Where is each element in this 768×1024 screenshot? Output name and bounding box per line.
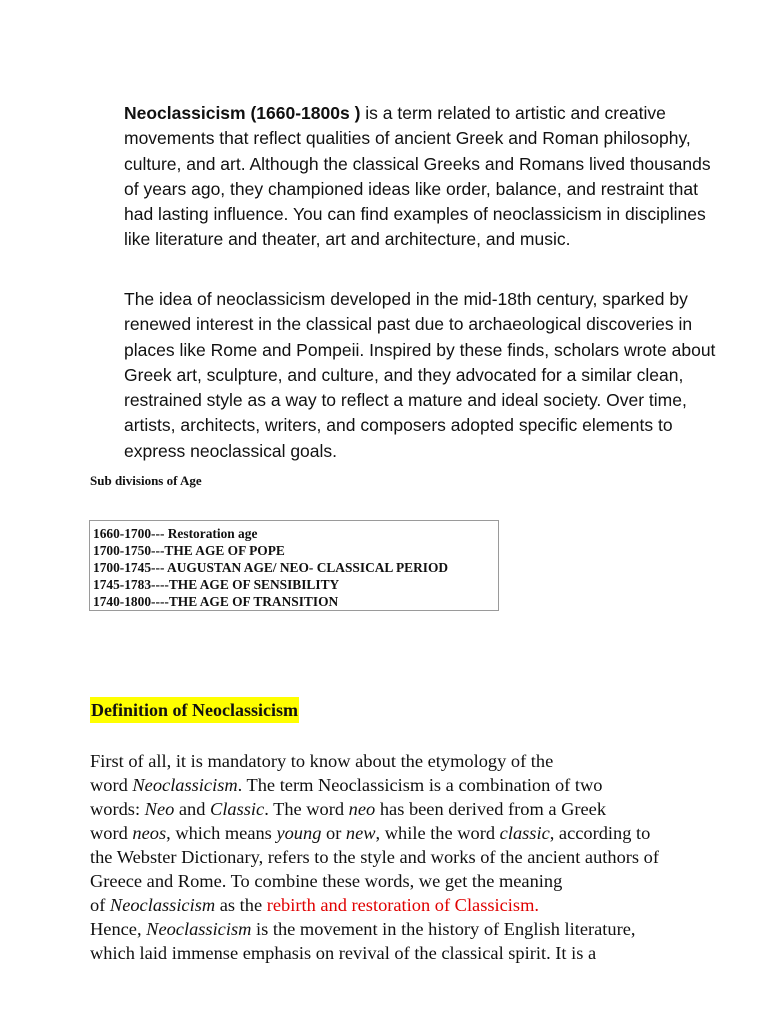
definition-line [90, 917, 730, 941]
intro-paragraph-1 [124, 101, 724, 253]
text-run: words: [90, 799, 145, 819]
age-separator: --- [151, 560, 168, 575]
age-separator: --- [151, 543, 165, 558]
definition-line [90, 797, 730, 821]
text-run: . The word [264, 799, 349, 819]
age-name: THE AGE OF TRANSITION [168, 594, 339, 609]
age-name: AUGUSTAN AGE/ NEO- CLASSICAL PERIOD [167, 560, 449, 575]
text-run: as the [215, 895, 267, 915]
text-run: or [321, 823, 346, 843]
age-row [93, 559, 498, 576]
age-name: THE AGE OF POPE [164, 543, 285, 558]
age-years: 1745-1783 [93, 577, 152, 592]
definition-line: which laid immense emphasis on revival of the classical spirit. It is a [90, 943, 597, 963]
italic-term: Neoclassicism [132, 775, 238, 795]
italic-term: neos [132, 823, 167, 843]
intro-paragraph-2: The idea of neoclassicism developed in the mid-18th century, sparked by renewed interest in the classical past due to archaeological discoveries in places like Rome and Pompeii. Inspired by these finds, scholars wrote about Greek art, sculpture, and culture, and they advocated for a similar clean, restrained style as a way to reflect a mature and ideal society. Over time, artists, architects, writers, and composers adopted specific elements to express neoclassical goals. [124, 289, 716, 461]
age-row [93, 525, 498, 542]
age-years: 1660-1700 [93, 526, 152, 541]
text-run: . The term Neoclassicism is a combination of two [237, 775, 603, 795]
text-run: word [90, 823, 133, 843]
age-years: 1700-1750 [93, 543, 152, 558]
italic-term: neo [348, 799, 376, 819]
definition-heading: Definition of Neoclassicism [90, 697, 299, 723]
age-subdivisions-box [89, 520, 499, 611]
text-run: and [174, 799, 211, 819]
text-run: is the movement in the history of English literature, [251, 919, 636, 939]
age-name: Restoration age [167, 526, 258, 541]
age-name: THE AGE OF SENSIBILITY [168, 577, 340, 592]
definition-line: Greece and Rome. To combine these words, we get the meaning [90, 871, 563, 891]
text-run: Hence, [90, 919, 147, 939]
italic-term: young [276, 823, 322, 843]
age-years: 1700-1745 [93, 560, 152, 575]
age-row [93, 593, 498, 610]
age-years: 1740-1800 [93, 594, 152, 609]
text-run: , according to [549, 823, 651, 843]
age-row [93, 576, 498, 593]
definition-line: the Webster Dictionary, refers to the style and works of the ancient authors of [90, 847, 659, 867]
age-separator: ---- [151, 577, 169, 592]
italic-term: Classic [210, 799, 265, 819]
definition-line [90, 893, 730, 917]
italic-term: classic [499, 823, 550, 843]
text-run: , which means [166, 823, 277, 843]
definition-line [90, 773, 730, 797]
highlighted-phrase: rebirth and restoration of Classicism. [266, 895, 539, 915]
italic-term: Neo [144, 799, 175, 819]
age-separator: ---- [151, 594, 169, 609]
text-run: word [90, 775, 133, 795]
text-run: , while the word [375, 823, 500, 843]
intro-paragraph-1-text: is a term related to artistic and creative movements that reflect qualities of ancient Greek and Roman philosophy, culture, and art. Although the classical Greeks and Romans lived thousands of years ago, they championed ideas like order, balance, and restraint that had lasting influence. You can find examples of neoclassicism in disciplines like literature and theater, art and architecture, and music. [124, 103, 711, 250]
definition-line [90, 821, 730, 845]
definition-line: First of all, it is mandatory to know about the etymology of the [90, 751, 554, 771]
subdivisions-heading: Sub divisions of Age [90, 473, 202, 488]
neoclassicism-term: Neoclassicism (1660-1800s ) [124, 103, 361, 123]
italic-term: Neoclassicism [109, 895, 216, 915]
definition-body [90, 749, 730, 965]
text-run: of [90, 895, 110, 915]
italic-term: new [345, 823, 376, 843]
age-row [93, 542, 498, 559]
text-run: has been derived from a Greek [375, 799, 607, 819]
age-separator: --- [151, 526, 168, 541]
italic-term: Neoclassicism [146, 919, 252, 939]
